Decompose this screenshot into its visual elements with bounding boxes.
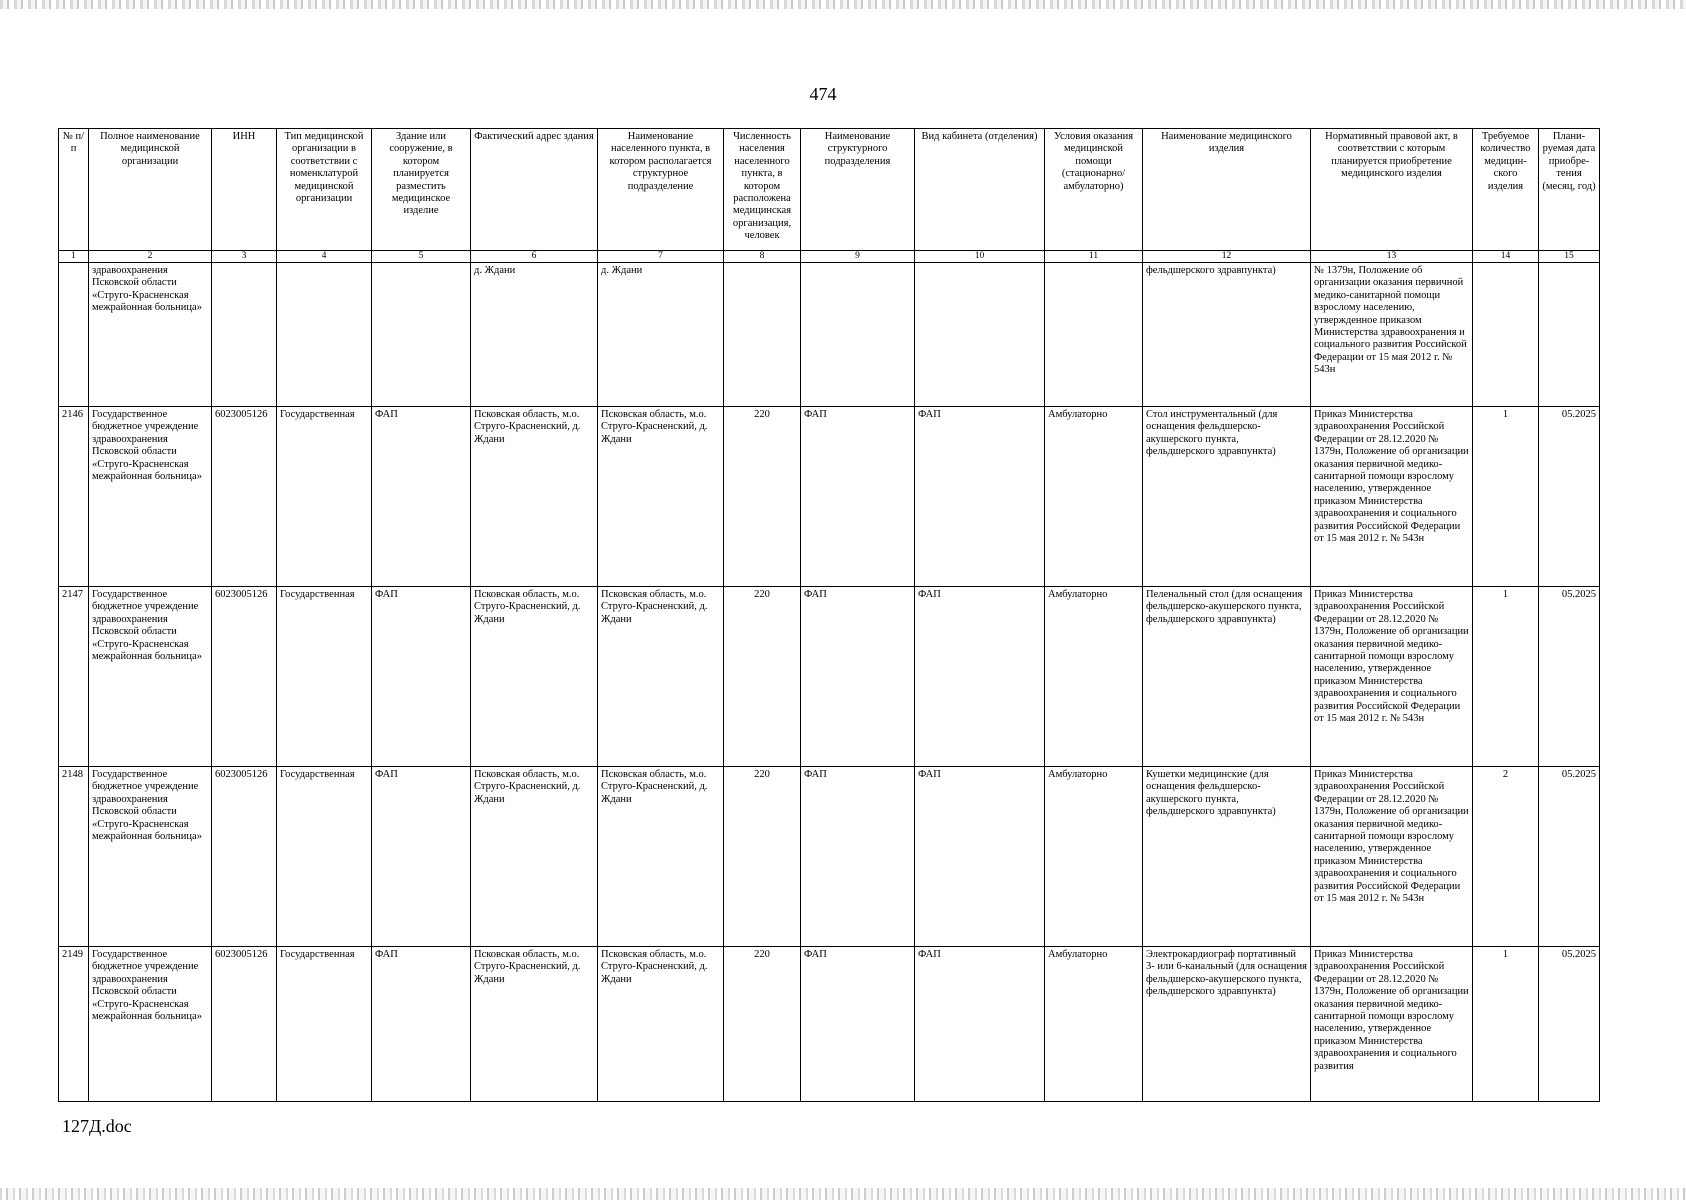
cell-building: ФАП	[372, 407, 471, 587]
cell-org-type: Государственная	[277, 767, 372, 947]
header-cell: Вид кабинета (отделения)	[915, 129, 1045, 251]
scan-edge-bottom	[0, 1188, 1686, 1200]
column-number: 8	[724, 251, 801, 263]
header-cell: Наименование медицинского изделия	[1143, 129, 1311, 251]
cell-population: 220	[724, 407, 801, 587]
header-cell: Фактический адрес здания	[471, 129, 598, 251]
cell-device: Кушетки медицинские (для оснащения фельдшерско-акушерского пункта, фельдшерского здравпункта)	[1143, 767, 1311, 947]
cell-org-type: Государственная	[277, 587, 372, 767]
cell-org-name: Государственное бюджетное учреждение здравоохранения Псковской области «Струго-Красненская межрайонная больница»	[89, 767, 212, 947]
cell-act: Приказ Министерства здравоохранения Российской Федерации от 28.12.2020 № 1379н, Положение об организации оказания первичной медико-санитарной помощи взрослому населению, утвержденное приказом Министерства здравоохранения и социального развития	[1311, 947, 1473, 1102]
header-cell: Наименование населенного пункта, в котором располагается структурное подразделение	[598, 129, 724, 251]
column-number-row	[59, 251, 1600, 263]
column-number: 6	[471, 251, 598, 263]
document-filename: 127Д.doc	[62, 1116, 132, 1136]
cell-inn: 6023005126	[212, 407, 277, 587]
cell-conditions: Амбулаторно	[1045, 767, 1143, 947]
cell-device: Пеленальный стол (для оснащения фельдшерско-акушерского пункта, фельдшерского здравпункта)	[1143, 587, 1311, 767]
header-row	[59, 129, 1600, 251]
column-number: 9	[801, 251, 915, 263]
cell-population: 220	[724, 587, 801, 767]
cell-address: Псковская область, м.о. Струго-Красненский, д. Ждани	[471, 587, 598, 767]
header-cell: Условия оказания медицинской помощи (стационарно/ амбулаторно)	[1045, 129, 1143, 251]
header-cell: Здание или сооружение, в котором планируется разместить медицинское изделие	[372, 129, 471, 251]
column-number: 12	[1143, 251, 1311, 263]
header-cell: Тип медицинской организации в соответствии с номенклатурой медицинской организации	[277, 129, 372, 251]
cell-cabinet	[915, 263, 1045, 407]
cell-settlement: Псковская область, м.о. Струго-Красненский, д. Ждани	[598, 947, 724, 1102]
cell-building: ФАП	[372, 767, 471, 947]
header-cell: Нормативный правовой акт, в соответствии с которым планируется приобретение медицинского изделия	[1311, 129, 1473, 251]
cell-act: Приказ Министерства здравоохранения Российской Федерации от 28.12.2020 № 1379н, Положение об организации оказания первичной медико-санитарной помощи взрослому населению, утвержденное приказом Министерства здравоохранения и социального развития Российской Федерации от 15 мая 2012 г. № 543н	[1311, 407, 1473, 587]
cell-address: д. Ждани	[471, 263, 598, 407]
cell-unit	[801, 263, 915, 407]
cell-act: № 1379н, Положение об организации оказания первичной медико-санитарной помощи взрослому населению, утвержденное приказом Министерства здравоохранения и социального развития Российской Федерации от 15 мая 2012 г. № 543н	[1311, 263, 1473, 407]
column-number: 2	[89, 251, 212, 263]
header-cell: Численность населения населенного пункта, в котором расположена медицинская организация, человек	[724, 129, 801, 251]
cell-num: 2146	[59, 407, 89, 587]
cell-settlement: Псковская область, м.о. Струго-Красненский, д. Ждани	[598, 587, 724, 767]
cell-org-type: Государственная	[277, 947, 372, 1102]
cell-date	[1539, 263, 1600, 407]
cell-building	[372, 263, 471, 407]
cell-num: 2147	[59, 587, 89, 767]
cell-qty	[1473, 263, 1539, 407]
header-cell: № п/п	[59, 129, 89, 251]
table-row-continuation	[59, 263, 1600, 407]
header-cell: Требуемое количество медицин-ского изделия	[1473, 129, 1539, 251]
cell-org-name: здравоохранения Псковской области «Струго-Красненская межрайонная больница»	[89, 263, 212, 407]
cell-address: Псковская область, м.о. Струго-Красненский, д. Ждани	[471, 767, 598, 947]
cell-cabinet: ФАП	[915, 947, 1045, 1102]
cell-date: 05.2025	[1539, 407, 1600, 587]
cell-cabinet: ФАП	[915, 767, 1045, 947]
column-number: 15	[1539, 251, 1600, 263]
cell-address: Псковская область, м.о. Струго-Красненский, д. Ждани	[471, 947, 598, 1102]
cell-device: Электрокардиограф портативный 3- или 6-канальный (для оснащения фельдшерско-акушерского пункта, фельдшерского здравпункта)	[1143, 947, 1311, 1102]
cell-date: 05.2025	[1539, 587, 1600, 767]
cell-conditions: Амбулаторно	[1045, 947, 1143, 1102]
cell-num	[59, 263, 89, 407]
cell-device: Стол инструментальный (для оснащения фельдшерско-акушерского пункта, фельдшерского здравпункта)	[1143, 407, 1311, 587]
cell-qty: 1	[1473, 587, 1539, 767]
cell-org-type: Государственная	[277, 407, 372, 587]
page-number: 474	[809, 84, 837, 104]
cell-unit: ФАП	[801, 947, 915, 1102]
table-row	[59, 947, 1600, 1102]
cell-org-name: Государственное бюджетное учреждение здравоохранения Псковской области «Струго-Красненская межрайонная больница»	[89, 587, 212, 767]
column-number: 4	[277, 251, 372, 263]
cell-cabinet: ФАП	[915, 587, 1045, 767]
header-cell: ИНН	[212, 129, 277, 251]
cell-act: Приказ Министерства здравоохранения Российской Федерации от 28.12.2020 № 1379н, Положение об организации оказания первичной медико-санитарной помощи взрослому населению, утвержденное приказом Министерства здравоохранения и социального развития Российской Федерации от 15 мая 2012 г. № 543н	[1311, 767, 1473, 947]
cell-date: 05.2025	[1539, 947, 1600, 1102]
cell-population: 220	[724, 767, 801, 947]
column-number: 1	[59, 251, 89, 263]
column-number: 13	[1311, 251, 1473, 263]
cell-building: ФАП	[372, 947, 471, 1102]
table-row	[59, 587, 1600, 767]
cell-device: фельдшерского здравпункта)	[1143, 263, 1311, 407]
header-cell: Наименование структурного подразделения	[801, 129, 915, 251]
cell-qty: 2	[1473, 767, 1539, 947]
cell-unit: ФАП	[801, 407, 915, 587]
column-number: 7	[598, 251, 724, 263]
cell-population: 220	[724, 947, 801, 1102]
cell-unit: ФАП	[801, 587, 915, 767]
cell-population	[724, 263, 801, 407]
cell-inn: 6023005126	[212, 587, 277, 767]
cell-settlement: д. Ждани	[598, 263, 724, 407]
cell-qty: 1	[1473, 947, 1539, 1102]
cell-building: ФАП	[372, 587, 471, 767]
column-number: 11	[1045, 251, 1143, 263]
table-row	[59, 407, 1600, 587]
column-number: 10	[915, 251, 1045, 263]
cell-settlement: Псковская область, м.о. Струго-Красненский, д. Ждани	[598, 767, 724, 947]
cell-settlement: Псковская область, м.о. Струго-Красненский, д. Ждани	[598, 407, 724, 587]
cell-act: Приказ Министерства здравоохранения Российской Федерации от 28.12.2020 № 1379н, Положение об организации оказания первичной медико-санитарной помощи взрослому населению, утвержденное приказом Министерства здравоохранения и социального развития Российской Федерации от 15 мая 2012 г. № 543н	[1311, 587, 1473, 767]
column-number: 5	[372, 251, 471, 263]
table-row	[59, 767, 1600, 947]
cell-conditions: Амбулаторно	[1045, 407, 1143, 587]
cell-num: 2149	[59, 947, 89, 1102]
cell-conditions	[1045, 263, 1143, 407]
cell-org-name: Государственное бюджетное учреждение здравоохранения Псковской области «Струго-Красненская межрайонная больница»	[89, 407, 212, 587]
cell-unit: ФАП	[801, 767, 915, 947]
cell-conditions: Амбулаторно	[1045, 587, 1143, 767]
scan-edge-top	[0, 0, 1686, 9]
column-number: 14	[1473, 251, 1539, 263]
cell-inn	[212, 263, 277, 407]
medical-devices-table	[58, 128, 1600, 1102]
cell-num: 2148	[59, 767, 89, 947]
cell-org-name: Государственное бюджетное учреждение здравоохранения Псковской области «Струго-Красненская межрайонная больница»	[89, 947, 212, 1102]
header-cell: Плани-руемая дата приобре-тения (месяц, год)	[1539, 129, 1600, 251]
cell-inn: 6023005126	[212, 767, 277, 947]
cell-org-type	[277, 263, 372, 407]
column-number: 3	[212, 251, 277, 263]
cell-date: 05.2025	[1539, 767, 1600, 947]
cell-qty: 1	[1473, 407, 1539, 587]
cell-address: Псковская область, м.о. Струго-Красненский, д. Ждани	[471, 407, 598, 587]
header-cell: Полное наименование медицинской организации	[89, 129, 212, 251]
cell-cabinet: ФАП	[915, 407, 1045, 587]
cell-inn: 6023005126	[212, 947, 277, 1102]
